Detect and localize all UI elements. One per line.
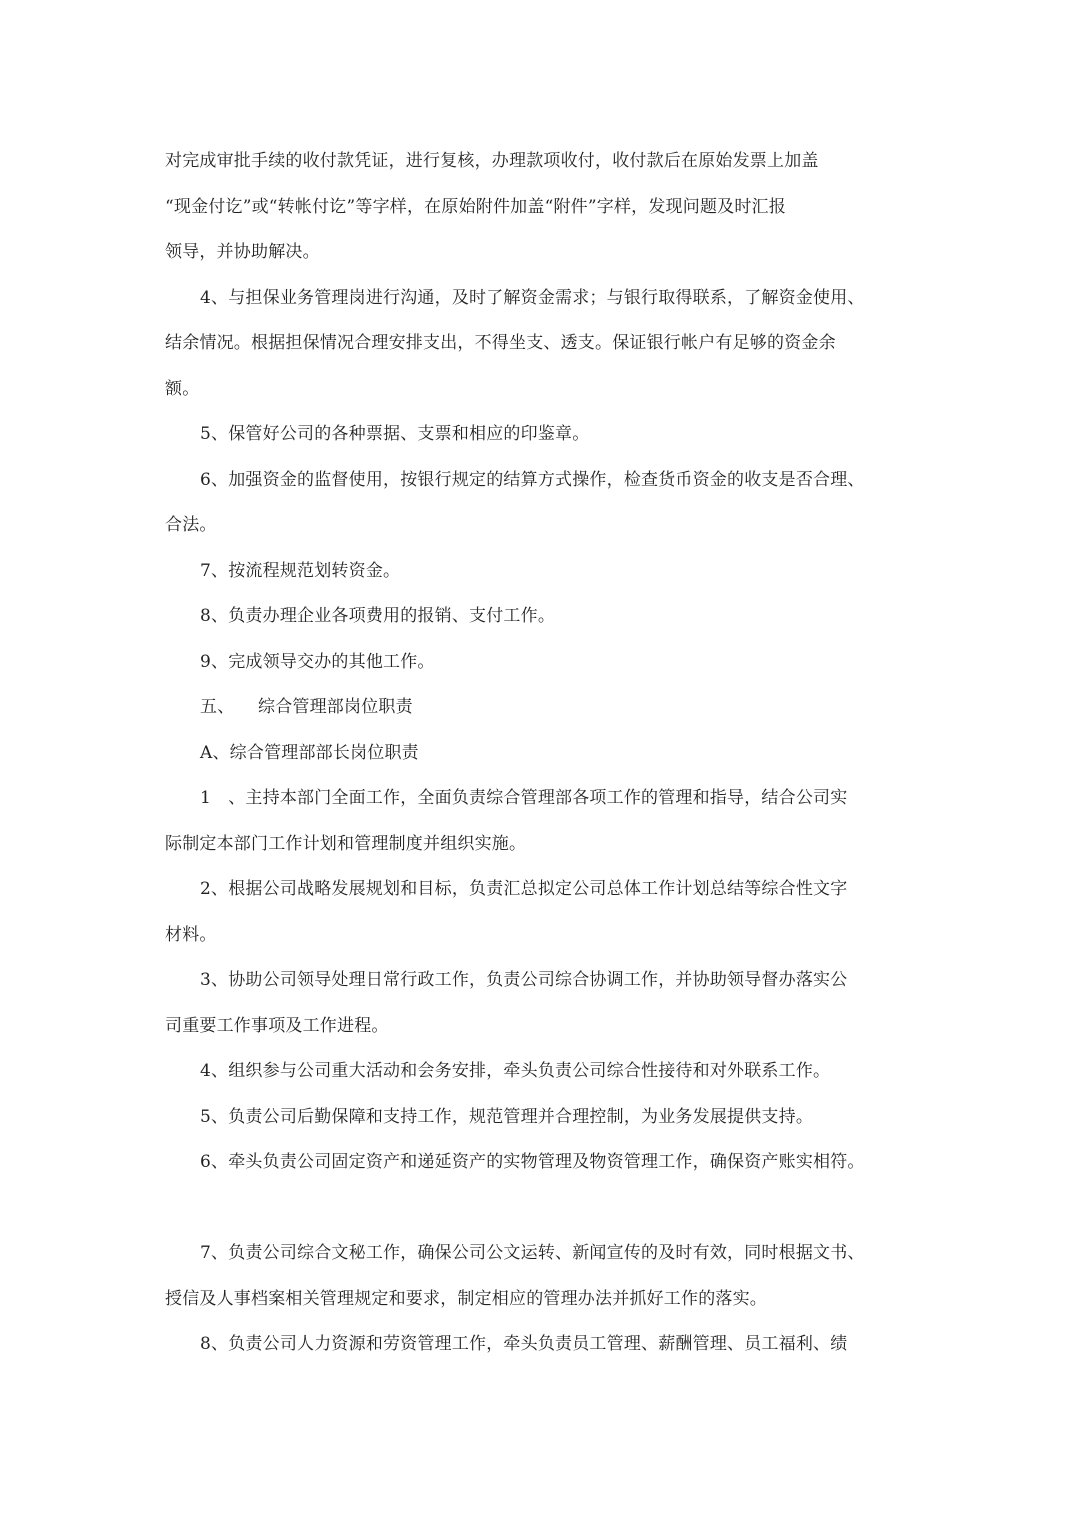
text-line: 额。 [165, 379, 200, 399]
section-title: 综合管理部岗位职责 [258, 697, 413, 717]
text-line: 7、按流程规范划转资金。 [200, 561, 401, 581]
section-number: 五、 [200, 697, 235, 717]
text-line: 8、负责办理企业各项费用的报销、支付工作。 [200, 606, 556, 626]
text-line: 授信及人事档案相关管理规定和要求，制定相应的管理办法并抓好工作的落实。 [165, 1289, 767, 1309]
text-line: 6、加强资金的监督使用，按银行规定的结算方式操作，检查货币资金的收支是否合理、 [200, 470, 865, 490]
text-line: 材料。 [165, 925, 217, 945]
text-line: 7、负责公司综合文秘工作，确保公司公文运转、新闻宣传的及时有效，同时根据文书、 [200, 1243, 865, 1263]
text-line: 结余情况。根据担保情况合理安排支出，不得坐支、透支。保证银行帐户有足够的资金余 [165, 333, 836, 353]
text-line: 5、保管好公司的各种票据、支票和相应的印鉴章。 [200, 424, 590, 444]
text-line: 际制定本部门工作计划和管理制度并组织实施。 [165, 834, 527, 854]
section-heading [200, 695, 960, 719]
text-line: 2、根据公司战略发展规划和目标，负责汇总拟定公司总体工作计划总结等综合性文字 [200, 879, 848, 899]
text-line: 9、完成领导交办的其他工作。 [200, 652, 435, 672]
text-line: 8、负责公司人力资源和劳资管理工作，牵头负责员工管理、薪酬管理、员工福利、绩 [200, 1334, 848, 1354]
text-line: 领导，并协助解决。 [165, 242, 320, 262]
text-line: 6、牵头负责公司固定资产和递延资产的实物管理及物资管理工作，确保资产账实相符。 [200, 1152, 865, 1172]
text-line: 司重要工作事项及工作进程。 [165, 1016, 389, 1036]
subsection-heading: A、综合管理部部长岗位职责 [200, 743, 419, 763]
text-line: “现金付讫”或“转帐付讫”等字样，在原始附件加盖“附件”字样，发现问题及时汇报 [165, 197, 786, 217]
text-line: 对完成审批手续的收付款凭证，进行复核，办理款项收付，收付款后在原始发票上加盖 [165, 151, 819, 171]
text-line: 1 、主持本部门全面工作，全面负责综合管理部各项工作的管理和指导，结合公司实 [200, 788, 848, 808]
text-line: 3、协助公司领导处理日常行政工作，负责公司综合协调工作，并协助领导督办落实公 [200, 970, 848, 990]
text-line: 5、负责公司后勤保障和支持工作，规范管理并合理控制，为业务发展提供支持。 [200, 1107, 814, 1127]
text-line: 4、组织参与公司重大活动和会务安排，牵头负责公司综合性接待和对外联系工作。 [200, 1061, 831, 1081]
text-line: 4、与担保业务管理岗进行沟通，及时了解资金需求；与银行取得联系，了解资金使用、 [200, 288, 865, 308]
text-line: 合法。 [165, 515, 217, 535]
